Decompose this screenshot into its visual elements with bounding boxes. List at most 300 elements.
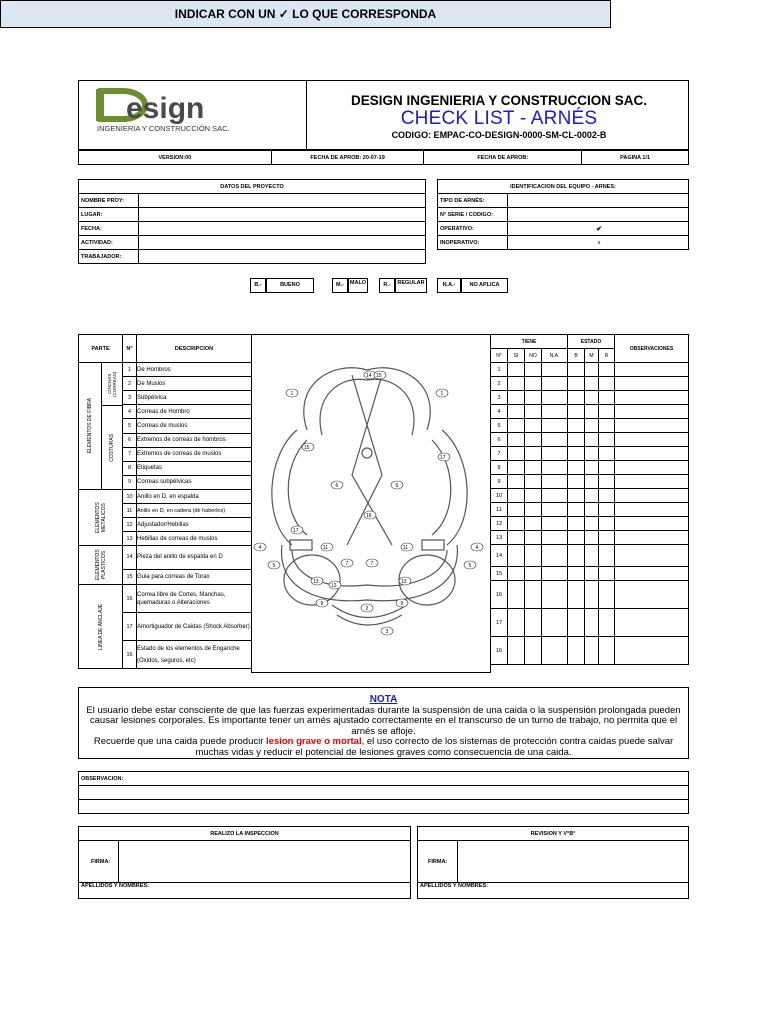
check-row xyxy=(491,405,689,419)
row-num: 14 xyxy=(491,545,508,567)
row-desc: Anillo en D, en cadera (de haberlos) xyxy=(137,504,252,518)
observation-cell[interactable] xyxy=(615,503,689,517)
si-cell[interactable] xyxy=(508,461,525,475)
svg-text:7: 7 xyxy=(345,561,349,567)
field-label: LUGAR: xyxy=(79,208,139,222)
checklist-left-table xyxy=(78,334,252,669)
row-num: 5 xyxy=(491,419,508,433)
observation-cell[interactable] xyxy=(615,391,689,405)
si-cell[interactable] xyxy=(508,433,525,447)
svg-text:1: 1 xyxy=(440,391,444,397)
group-metalicos xyxy=(79,490,123,546)
approval-date-2: FECHA DE APROB: xyxy=(424,151,582,165)
check-row xyxy=(491,531,689,545)
no-cell[interactable] xyxy=(525,475,542,489)
check-row xyxy=(491,433,689,447)
m-cell[interactable] xyxy=(585,637,599,665)
si-cell[interactable] xyxy=(508,545,525,567)
instruction-banner: INDICAR CON UN ✓ LO QUE CORRESPONDA xyxy=(0,0,611,28)
col-tiene: TIENE xyxy=(491,335,568,349)
row-num: 11 xyxy=(123,504,137,518)
m-cell[interactable] xyxy=(585,475,599,489)
row-num: 11 xyxy=(491,503,508,517)
observation-table xyxy=(78,771,689,814)
page-title: CHECK LIST - ARNÉS xyxy=(400,108,598,129)
observation-cell[interactable] xyxy=(615,405,689,419)
col-no: NO xyxy=(525,349,542,363)
svg-text:5: 5 xyxy=(468,563,472,569)
row-num: 3 xyxy=(491,391,508,405)
b-cell[interactable] xyxy=(568,609,585,637)
document-code: CODIGO: EMPAC-CO-DESIGN-0000-SM-CL-0002-B xyxy=(391,130,607,140)
check-row xyxy=(491,419,689,433)
no-cell[interactable] xyxy=(525,517,542,531)
version-row xyxy=(78,150,689,165)
document-header xyxy=(78,80,689,150)
row-num: 8 xyxy=(491,461,508,475)
approval-date: FECHA DE APROB: 20-07-19 xyxy=(271,151,424,165)
m-cell[interactable] xyxy=(585,489,599,503)
serie-input[interactable] xyxy=(508,208,689,222)
row-desc: Extremos de correas de hombros xyxy=(137,433,252,447)
na-cell[interactable] xyxy=(542,609,568,637)
row-num: 4 xyxy=(123,405,137,419)
no-cell[interactable] xyxy=(525,405,542,419)
row-num: 7 xyxy=(491,447,508,461)
no-cell[interactable] xyxy=(525,545,542,567)
group-metalicos-label: ELEMENTOS METÁLICOS xyxy=(94,502,107,533)
r-cell[interactable] xyxy=(599,581,615,609)
observation-cell[interactable] xyxy=(615,637,689,665)
trabajador-input[interactable] xyxy=(139,250,426,264)
note-paragraph-2 xyxy=(79,737,688,758)
observation-cell[interactable] xyxy=(615,545,689,567)
harness-diagram xyxy=(251,334,491,673)
row-num: 6 xyxy=(123,433,137,447)
svg-text:17: 17 xyxy=(440,455,446,461)
m-cell[interactable] xyxy=(585,531,599,545)
m-cell[interactable] xyxy=(585,545,599,567)
m-cell[interactable] xyxy=(585,517,599,531)
col-descripcion: DESCRIPCION xyxy=(137,335,252,363)
na-cell[interactable] xyxy=(542,391,568,405)
col-m: M xyxy=(585,349,599,363)
row-num: 6 xyxy=(491,433,508,447)
operativo-check[interactable]: ✔ xyxy=(508,222,689,236)
m-cell[interactable] xyxy=(585,391,599,405)
note-box xyxy=(78,687,689,759)
svg-text:3: 3 xyxy=(385,629,389,635)
si-cell[interactable] xyxy=(508,567,525,581)
row-num: 15 xyxy=(123,569,137,584)
signature-left xyxy=(78,826,411,899)
b-cell[interactable] xyxy=(568,363,585,377)
si-cell[interactable] xyxy=(508,363,525,377)
row-desc: Estado de los elementos de Enganche (Oxidos, seguros, etc) xyxy=(137,641,252,669)
svg-text:17: 17 xyxy=(293,528,299,534)
no-cell[interactable] xyxy=(525,581,542,609)
row-num: 9 xyxy=(491,475,508,489)
m-cell[interactable] xyxy=(585,567,599,581)
row-num: 2 xyxy=(123,377,137,391)
svg-text:13: 13 xyxy=(313,579,319,585)
si-cell[interactable] xyxy=(508,581,525,609)
observation-cell[interactable] xyxy=(615,475,689,489)
legend-no-aplica: NO APLICA xyxy=(461,278,508,293)
r-cell[interactable] xyxy=(599,433,615,447)
row-num: 12 xyxy=(123,518,137,532)
row-num: 16 xyxy=(491,581,508,609)
observation-cell[interactable] xyxy=(615,447,689,461)
row-num: 3 xyxy=(123,391,137,405)
check-row xyxy=(491,461,689,475)
observation-line-2[interactable] xyxy=(79,800,689,814)
legend-b: B.- xyxy=(250,278,266,293)
checklist-right-table xyxy=(490,334,689,665)
legend-bueno: BUENO xyxy=(266,278,314,293)
si-cell[interactable] xyxy=(508,391,525,405)
b-cell[interactable] xyxy=(568,531,585,545)
m-cell[interactable] xyxy=(585,447,599,461)
b-cell[interactable] xyxy=(568,517,585,531)
observation-cell[interactable] xyxy=(615,609,689,637)
no-cell[interactable] xyxy=(525,461,542,475)
row-desc: Hebillas de correas de muslos xyxy=(137,532,252,546)
m-cell[interactable] xyxy=(585,363,599,377)
b-cell[interactable] xyxy=(568,391,585,405)
no-cell[interactable] xyxy=(525,377,542,391)
svg-text:4: 4 xyxy=(475,545,479,551)
svg-text:6: 6 xyxy=(335,483,339,489)
no-cell[interactable] xyxy=(525,433,542,447)
legend-na: N.A.- xyxy=(437,278,461,293)
no-cell[interactable] xyxy=(525,391,542,405)
r-cell[interactable] xyxy=(599,503,615,517)
equipment-title: IDENTIFICACION DEL EQUIPO - ARNES: xyxy=(438,180,689,194)
no-cell[interactable] xyxy=(525,609,542,637)
svg-text:11: 11 xyxy=(403,545,409,551)
check-row xyxy=(491,517,689,531)
svg-text:esign: esign xyxy=(126,92,205,125)
row-desc: Guia para correas de Torax xyxy=(137,569,252,584)
row-num: 1 xyxy=(491,363,508,377)
na-cell[interactable] xyxy=(542,545,568,567)
si-cell[interactable] xyxy=(508,489,525,503)
firma-field[interactable] xyxy=(119,841,411,883)
no-cell[interactable] xyxy=(525,419,542,433)
row-num: 17 xyxy=(123,613,137,641)
tipo-arnes-input[interactable] xyxy=(508,194,689,208)
m-cell[interactable] xyxy=(585,461,599,475)
row-num: 1 xyxy=(123,363,137,377)
group-linea-label: LINEA DE ANCLAJE xyxy=(97,603,104,650)
group-cinchas-label: CINCHAS (CORREAS) xyxy=(107,371,117,397)
row-num: 15 xyxy=(491,567,508,581)
svg-text:9: 9 xyxy=(320,601,324,607)
lugar-input[interactable] xyxy=(139,208,426,222)
observation-cell[interactable] xyxy=(615,517,689,531)
row-num: 13 xyxy=(123,532,137,546)
equipment-table xyxy=(437,179,689,250)
row-num: 10 xyxy=(491,489,508,503)
observation-cell[interactable] xyxy=(615,581,689,609)
observation-cell[interactable] xyxy=(615,461,689,475)
row-desc: Correas subpélvicas xyxy=(137,475,252,489)
b-cell[interactable] xyxy=(568,419,585,433)
na-cell[interactable] xyxy=(542,581,568,609)
legend-regular: REGULAR xyxy=(395,278,427,293)
b-cell[interactable] xyxy=(568,377,585,391)
row-num: 9 xyxy=(123,475,137,489)
row-num: 5 xyxy=(123,419,137,433)
svg-text:14: 14 xyxy=(366,373,372,379)
row-num: 14 xyxy=(123,546,137,570)
na-cell[interactable] xyxy=(542,377,568,391)
col-na: N.A. xyxy=(542,349,568,363)
si-cell[interactable] xyxy=(508,503,525,517)
svg-text:11: 11 xyxy=(323,545,329,551)
r-cell[interactable] xyxy=(599,419,615,433)
legend-r: R.- xyxy=(379,278,395,293)
m-cell[interactable] xyxy=(585,433,599,447)
r-cell[interactable] xyxy=(599,531,615,545)
na-cell[interactable] xyxy=(542,405,568,419)
check-row xyxy=(491,377,689,391)
na-cell[interactable] xyxy=(542,461,568,475)
observation-cell[interactable] xyxy=(615,377,689,391)
apellidos-label[interactable]: APELLIDOS Y NOMBRES: xyxy=(79,883,411,899)
fecha-input[interactable] xyxy=(139,222,426,236)
row-desc: Etiquetas xyxy=(137,461,252,475)
version: VERSION:00 xyxy=(79,151,272,165)
no-cell[interactable] xyxy=(525,363,542,377)
no-cell[interactable] xyxy=(525,567,542,581)
row-num: 16 xyxy=(123,641,137,669)
page-number: PAGINA 1/1 xyxy=(582,151,689,165)
col-estado: ESTADO xyxy=(568,335,615,349)
check-row xyxy=(491,609,689,637)
row-desc: Correas de Hombro xyxy=(137,405,252,419)
apellidos-label[interactable]: APELLIDOS Y NOMBRES: xyxy=(418,883,689,899)
svg-text:5: 5 xyxy=(272,563,276,569)
na-cell[interactable] xyxy=(542,363,568,377)
observation-cell[interactable] xyxy=(615,567,689,581)
na-cell[interactable] xyxy=(542,419,568,433)
m-cell[interactable] xyxy=(585,581,599,609)
group-fibra-label: ELEMENTOS DE FIBRA xyxy=(87,398,93,454)
svg-text:1: 1 xyxy=(290,391,294,397)
row-num: 16 xyxy=(491,637,508,665)
r-cell[interactable] xyxy=(599,405,615,419)
signature-right xyxy=(417,826,689,899)
r-cell[interactable] xyxy=(599,377,615,391)
company-logo xyxy=(79,81,307,151)
col-observaciones: OBSERVACIONES xyxy=(615,335,689,363)
row-desc: Extremos de correas de muslos xyxy=(137,447,252,461)
r-cell[interactable] xyxy=(599,475,615,489)
note-warning: lesion grave o mortal xyxy=(266,736,362,747)
na-cell[interactable] xyxy=(542,637,568,665)
note-text: Recuerde que una caida puede producir xyxy=(93,736,264,747)
col-n2: N° xyxy=(491,349,508,363)
row-desc: Pieza del anillo de espalda en D xyxy=(137,546,252,570)
na-cell[interactable] xyxy=(542,475,568,489)
check-row xyxy=(491,391,689,405)
row-num: 17 xyxy=(491,609,508,637)
group-linea xyxy=(79,585,123,669)
row-desc: Adjustador/Hebillas xyxy=(137,518,252,532)
row-desc: De Muslos xyxy=(137,377,252,391)
si-cell[interactable] xyxy=(508,517,525,531)
m-cell[interactable] xyxy=(585,377,599,391)
row-num: 10 xyxy=(123,490,137,504)
row-num: 13 xyxy=(491,531,508,545)
r-cell[interactable] xyxy=(599,461,615,475)
note-text: , el uso correcto de los sistemas de protección contra caidas puede salvar muchas vidas y reducir el potencial de lesiones graves como consecuencia de una caida. xyxy=(195,736,674,758)
field-label: OPERATIVO: xyxy=(438,222,508,236)
r-cell[interactable] xyxy=(599,517,615,531)
check-row xyxy=(491,545,689,567)
observation-cell[interactable] xyxy=(615,531,689,545)
b-cell[interactable] xyxy=(568,475,585,489)
legend-m: M.- xyxy=(332,278,348,293)
observation-label: OBSERVACION: xyxy=(79,772,689,786)
svg-text:7: 7 xyxy=(370,561,374,567)
b-cell[interactable] xyxy=(568,581,585,609)
no-cell[interactable] xyxy=(525,531,542,545)
design-logo-icon xyxy=(79,81,307,151)
svg-text:13: 13 xyxy=(331,583,337,589)
no-cell[interactable] xyxy=(525,447,542,461)
inoperativo-check[interactable]: x xyxy=(508,236,689,250)
harness-illustration-icon xyxy=(252,335,490,672)
na-cell[interactable] xyxy=(542,489,568,503)
b-cell[interactable] xyxy=(568,489,585,503)
check-row xyxy=(491,637,689,665)
check-row xyxy=(491,489,689,503)
observation-cell[interactable] xyxy=(615,433,689,447)
firma-label: FIRMA: xyxy=(79,841,119,883)
na-cell[interactable] xyxy=(542,567,568,581)
row-num: 2 xyxy=(491,377,508,391)
legend-malo: MALO xyxy=(348,278,368,293)
si-cell[interactable] xyxy=(508,405,525,419)
field-label: TIPO DE ARNÉS: xyxy=(438,194,508,208)
svg-text:6: 6 xyxy=(395,483,399,489)
row-desc: Subpélvica xyxy=(137,391,252,405)
si-cell[interactable] xyxy=(508,419,525,433)
firma-field[interactable] xyxy=(458,841,689,883)
r-cell[interactable] xyxy=(599,567,615,581)
field-label: INOPERATIVO: xyxy=(438,236,508,250)
svg-text:4: 4 xyxy=(258,545,262,551)
m-cell[interactable] xyxy=(585,405,599,419)
svg-text:15: 15 xyxy=(376,373,382,379)
r-cell[interactable] xyxy=(599,447,615,461)
check-row xyxy=(491,567,689,581)
si-cell[interactable] xyxy=(508,475,525,489)
observation-cell[interactable] xyxy=(615,363,689,377)
field-label: TRABAJADOR: xyxy=(79,250,139,264)
actividad-input[interactable] xyxy=(139,236,426,250)
na-cell[interactable] xyxy=(542,531,568,545)
revision-title: REVISION Y V°B° xyxy=(418,827,689,841)
b-cell[interactable] xyxy=(568,503,585,517)
company-name: DESIGN INGENIERIA Y CONSTRUCCION SAC. xyxy=(350,93,648,108)
no-cell[interactable] xyxy=(525,637,542,665)
r-cell[interactable] xyxy=(599,609,615,637)
na-cell[interactable] xyxy=(542,517,568,531)
m-cell[interactable] xyxy=(585,419,599,433)
field-label: FECHA: xyxy=(79,222,139,236)
col-n: N° xyxy=(123,335,137,363)
nombre-proy-input[interactable] xyxy=(139,194,426,208)
group-fibra xyxy=(79,363,123,490)
svg-text:16: 16 xyxy=(366,513,372,519)
note-paragraph-1: El usuario debe estar consciente de que las fuerzas experimentadas durante la suspensión de una caida o la suspensión prolongada pueden causar lesiones corporales. Es importante tener un arnés ajustado correctamente en el transcurso de un turno de trabajo, no permita que el arnés se afloje. xyxy=(86,704,681,737)
check-row xyxy=(491,447,689,461)
b-cell[interactable] xyxy=(568,447,585,461)
r-cell[interactable] xyxy=(599,489,615,503)
b-cell[interactable] xyxy=(568,405,585,419)
svg-text:2: 2 xyxy=(365,606,369,612)
row-desc: Anillo en D, en espalda xyxy=(137,490,252,504)
field-label: NOMBRE PROY: xyxy=(79,194,139,208)
na-cell[interactable] xyxy=(542,503,568,517)
firma-label: FIRMA: xyxy=(418,841,458,883)
svg-text:13: 13 xyxy=(401,579,407,585)
field-label: ACTIVIDAD: xyxy=(79,236,139,250)
si-cell[interactable] xyxy=(508,447,525,461)
r-cell[interactable] xyxy=(599,545,615,567)
svg-text:9: 9 xyxy=(400,601,404,607)
project-data-table xyxy=(78,179,426,264)
si-cell[interactable] xyxy=(508,609,525,637)
group-plasticos-label: ELEMENTOS PLASTICOS xyxy=(94,549,107,581)
r-cell[interactable] xyxy=(599,637,615,665)
row-num: 16 xyxy=(123,585,137,613)
observation-cell[interactable] xyxy=(615,419,689,433)
observation-cell[interactable] xyxy=(615,489,689,503)
si-cell[interactable] xyxy=(508,637,525,665)
b-cell[interactable] xyxy=(568,567,585,581)
r-cell[interactable] xyxy=(599,363,615,377)
na-cell[interactable] xyxy=(542,433,568,447)
note-title: NOTA xyxy=(369,694,398,705)
row-desc: Correas de muslos xyxy=(137,419,252,433)
no-cell[interactable] xyxy=(525,503,542,517)
check-row xyxy=(491,581,689,609)
si-cell[interactable] xyxy=(508,377,525,391)
m-cell[interactable] xyxy=(585,503,599,517)
field-label: N° SERIE / CODIGO: xyxy=(438,208,508,222)
b-cell[interactable] xyxy=(568,545,585,567)
m-cell[interactable] xyxy=(585,609,599,637)
col-parte: PARTE xyxy=(79,335,123,363)
b-cell[interactable] xyxy=(568,461,585,475)
observation-line-1[interactable] xyxy=(79,786,689,800)
project-data-title: DATOS DEL PROYECTO xyxy=(79,180,426,194)
b-cell[interactable] xyxy=(568,637,585,665)
col-si: SI xyxy=(508,349,525,363)
na-cell[interactable] xyxy=(542,447,568,461)
no-cell[interactable] xyxy=(525,489,542,503)
r-cell[interactable] xyxy=(599,391,615,405)
si-cell[interactable] xyxy=(508,531,525,545)
row-num: 8 xyxy=(123,461,137,475)
b-cell[interactable] xyxy=(568,433,585,447)
row-desc: De Hombros xyxy=(137,363,252,377)
